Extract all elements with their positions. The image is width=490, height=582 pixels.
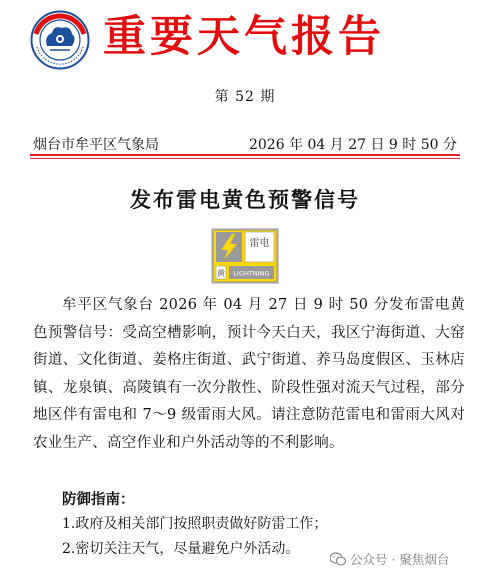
warning-label-cn: 雷电 <box>249 238 270 249</box>
report-title: 重要天气报告 <box>103 12 385 62</box>
watermark-text: 公众号 · 聚焦烟台 <box>350 552 450 567</box>
document-title: 发布雷电黄色预警信号 <box>130 187 360 212</box>
issue-datetime: 2026 年 04 月 27 日 9 时 50 分 <box>248 137 457 153</box>
watermark <box>330 550 449 568</box>
issuer-name: 烟台市牟平区气象局 <box>33 137 159 153</box>
meteorological-service-logo <box>30 10 90 70</box>
guide-item: 1.政府及相关部门按照职责做好防雷工作； <box>62 516 328 532</box>
lightning-yellow-warning-icon <box>211 228 279 284</box>
warning-paragraph: 牟平区气象台 2026 年 04 月 27 日 9 时 50 分发布雷电黄色预警信号：受高空槽影响，预计今天白天，我区宁海街道、大窑街道、文化街道、姜格庄街道、武宁街道、养马岛度假区、玉林店镇、龙泉镇、高陵镇有一次分散性、阶段性强对流天气过程，部分地区伴有雷电和 7～9 级雷雨大风。请注意防范雷电和雷雨大风对农业生产、高空作业和户外活动等的不利影响。 <box>33 297 465 451</box>
issuer-row <box>33 134 457 154</box>
warning-level-label: 黄 <box>217 269 225 278</box>
guide-item: 2.密切关注天气，尽量避免户外活动。 <box>62 541 300 557</box>
header-rule <box>30 154 460 156</box>
wechat-icon <box>330 552 346 566</box>
guide-title: 防御指南： <box>62 491 135 508</box>
warning-label-en: LIGHTNING <box>233 269 270 278</box>
issue-number: 第 52 期 <box>214 89 276 105</box>
header-rule-thin <box>30 158 460 159</box>
guide-list <box>62 512 327 562</box>
